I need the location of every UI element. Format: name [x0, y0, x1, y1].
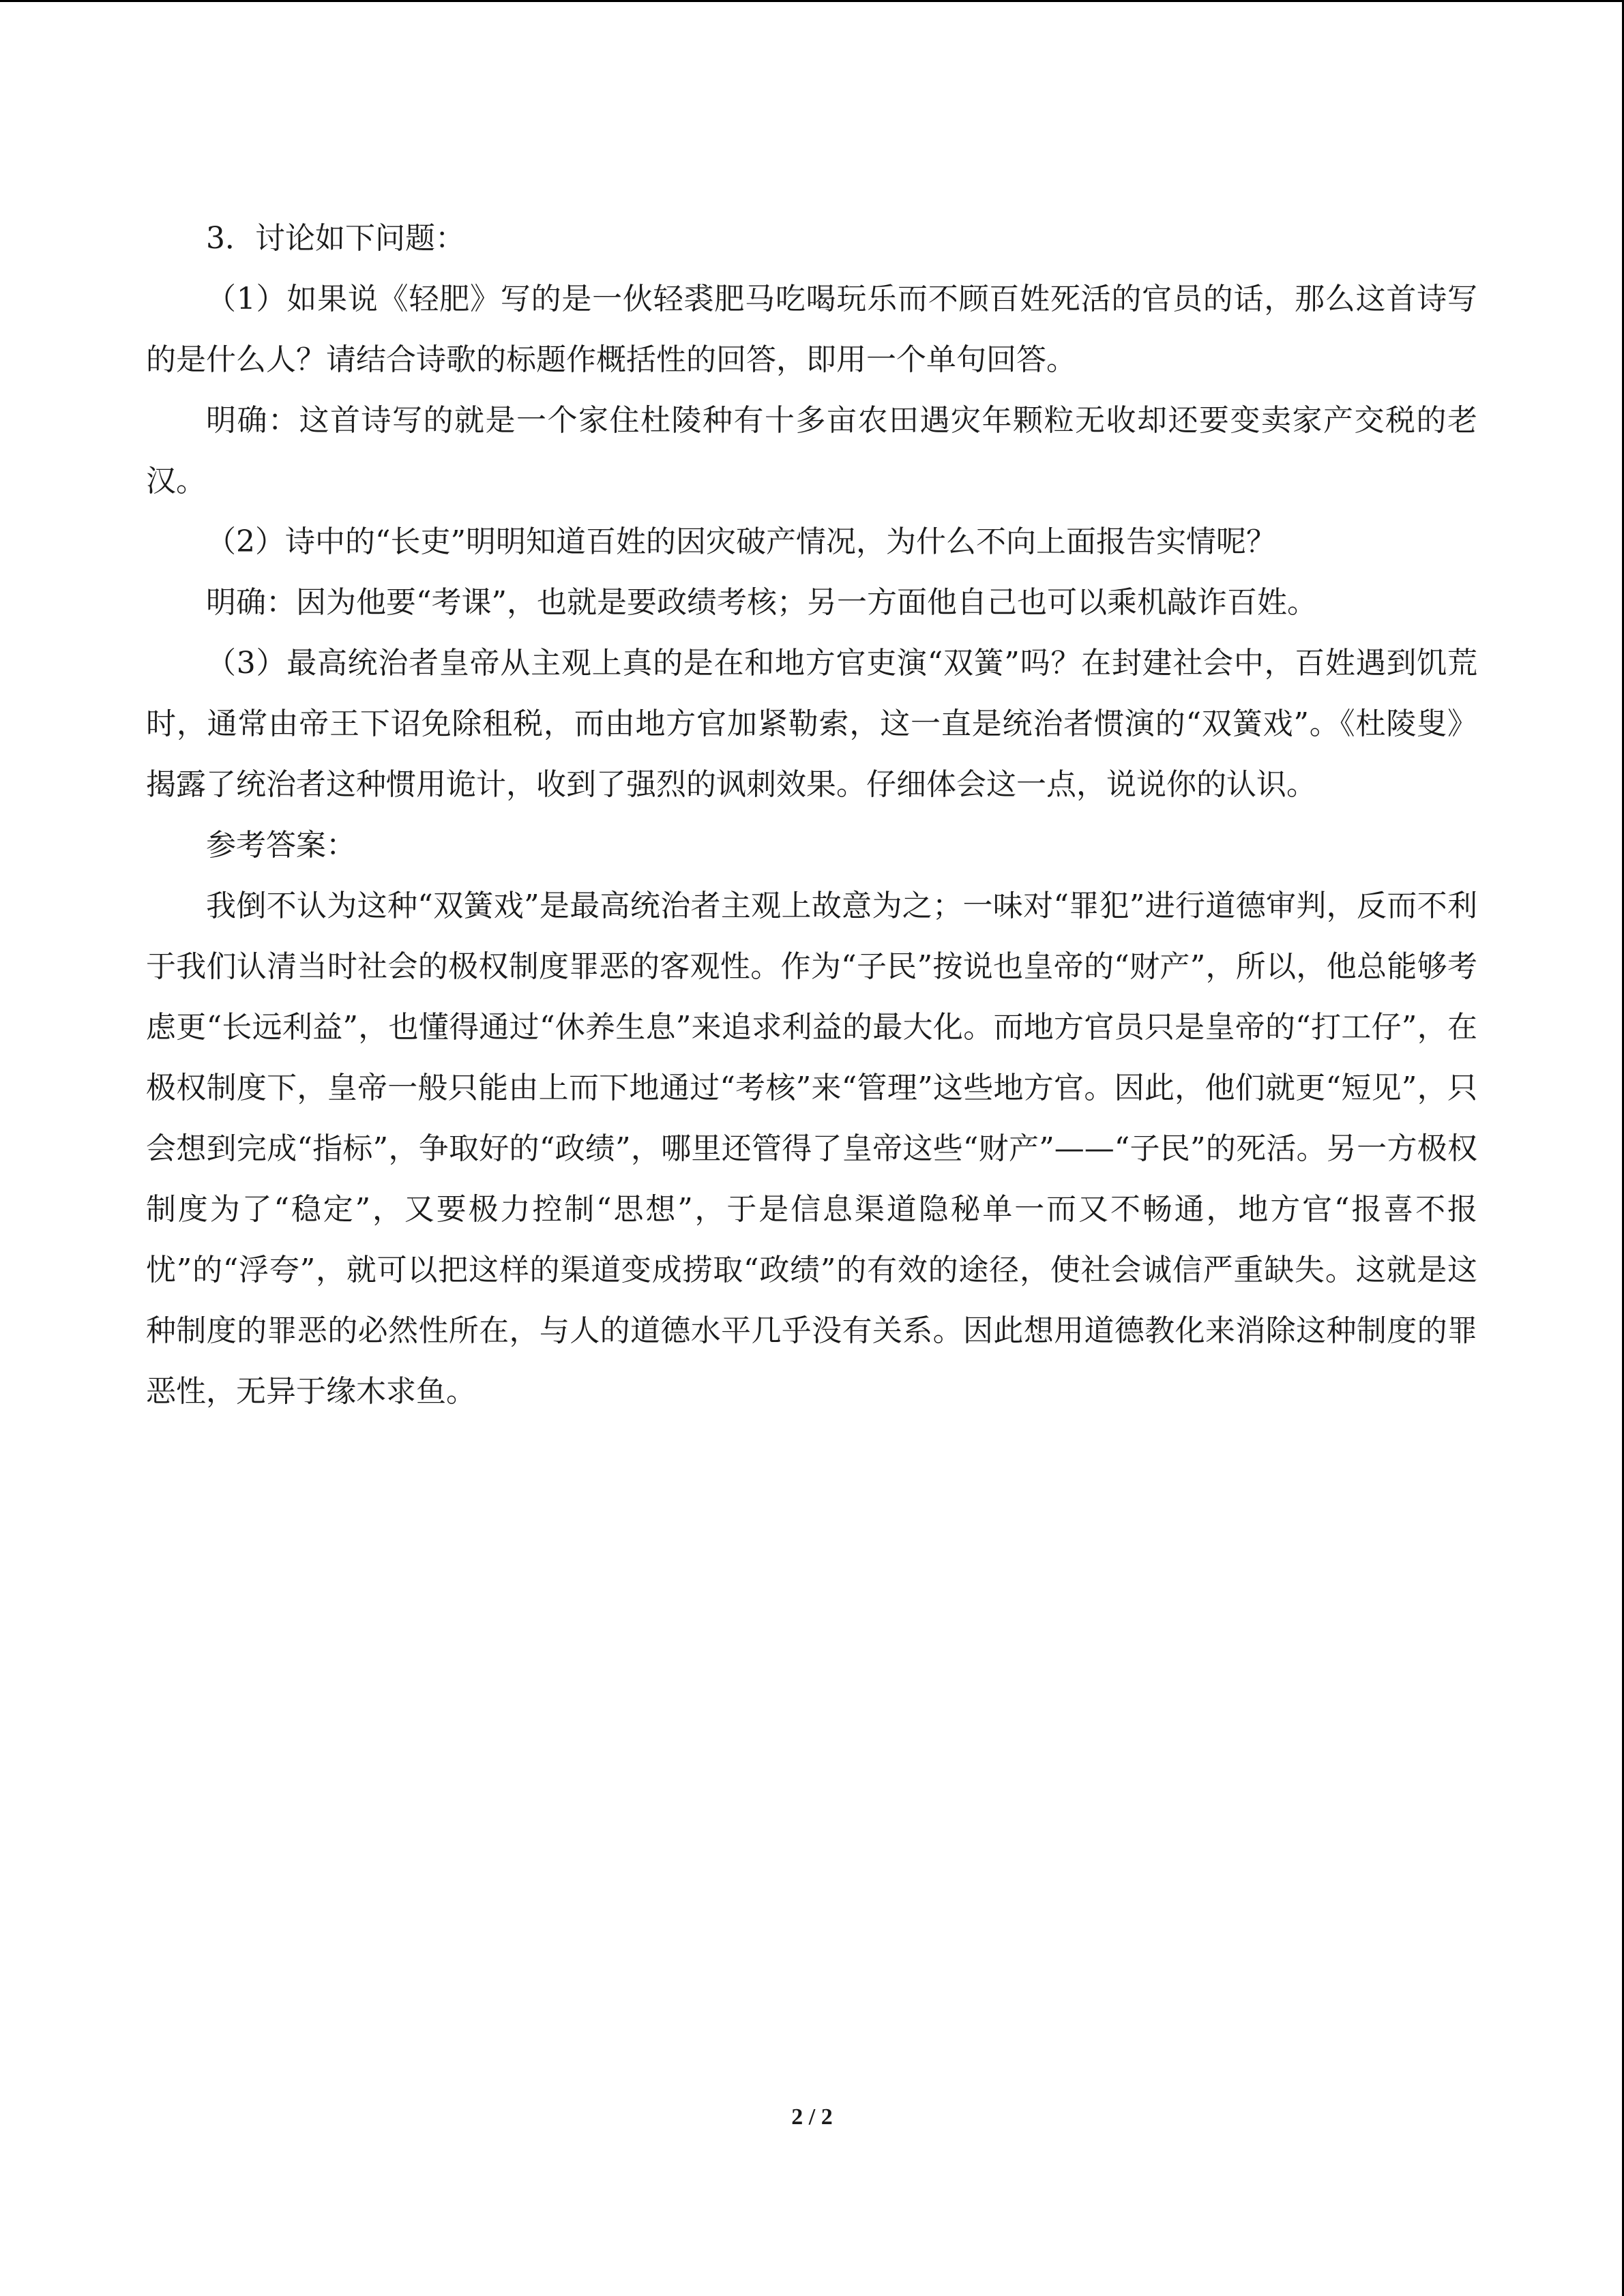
page-border-top — [0, 0, 1624, 2]
question-1: （1）如果说《轻肥》写的是一伙轻裘肥马吃喝玩乐而不顾百姓死活的官员的话，那么这首诗写的是什么人？请结合诗歌的标题作概括性的回答，即用一个单句回答。 — [146, 282, 1477, 377]
question-heading: 3．讨论如下问题： — [206, 221, 465, 256]
reference-answer-label: 参考答案： — [206, 828, 356, 863]
answer-1: 明确：这首诗写的就是一个家住杜陵种有十多亩农田遇灾年颗粒无收却还要变卖家产交税的老汉。 — [146, 403, 1477, 498]
document-body — [146, 208, 1477, 1422]
reference-answer-text: 我倒不认为这种“双簧戏”是最高统治者主观上故意为之；一味对“罪犯”进行道德审判，反而不利于我们认清当时社会的极权制度罪恶的客观性。作为“子民”按说也皇帝的“财产”，所以，他总能够考虑更“长远利益”，也懂得通过“休养生息”来追求利益的最大化。而地方官员只是皇帝的“打工仔”，在极权制度下，皇帝一般只能由上而下地通过“考核”来“管理”这些地方官。因此，他们就更“短见”，只会想到完成“指标”，争取好的“政绩”，哪里还管得了皇帝这些“财产”——“子民”的死活。另一方极权制度为了“稳定”，又要极力控制“思想”，于是信息渠道隐秘单一而又不畅通，地方官“报喜不报忧”的“浮夸”，就可以把这样的渠道变成捞取“政绩”的有效的途径，使社会诚信严重缺失。这就是这种制度的罪恶的必然性所在，与人的道德水平几乎没有关系。因此想用道德教化来消除这种制度的罪恶性，无异于缘木求鱼。 — [146, 889, 1477, 1409]
question-3: （3）最高统治者皇帝从主观上真的是在和地方官吏演“双簧”吗？在封建社会中，百姓遇到饥荒时，通常由帝王下诏免除租税，而由地方官加紧勒索，这一直是统治者惯演的“双簧戏”。《杜陵叟》揭露了统治者这种惯用诡计，收到了强烈的讽刺效果。仔细体会这一点，说说你的认识。 — [146, 646, 1477, 802]
answer-2: 明确：因为他要“考课”，也就是要政绩考核；另一方面他自己也可以乘机敲诈百姓。 — [206, 585, 1317, 620]
question-2: （2）诗中的“长吏”明明知道百姓的因灾破产情况，为什么不向上面报告实情呢？ — [206, 524, 1276, 559]
page-number: 2 / 2 — [791, 2104, 833, 2130]
